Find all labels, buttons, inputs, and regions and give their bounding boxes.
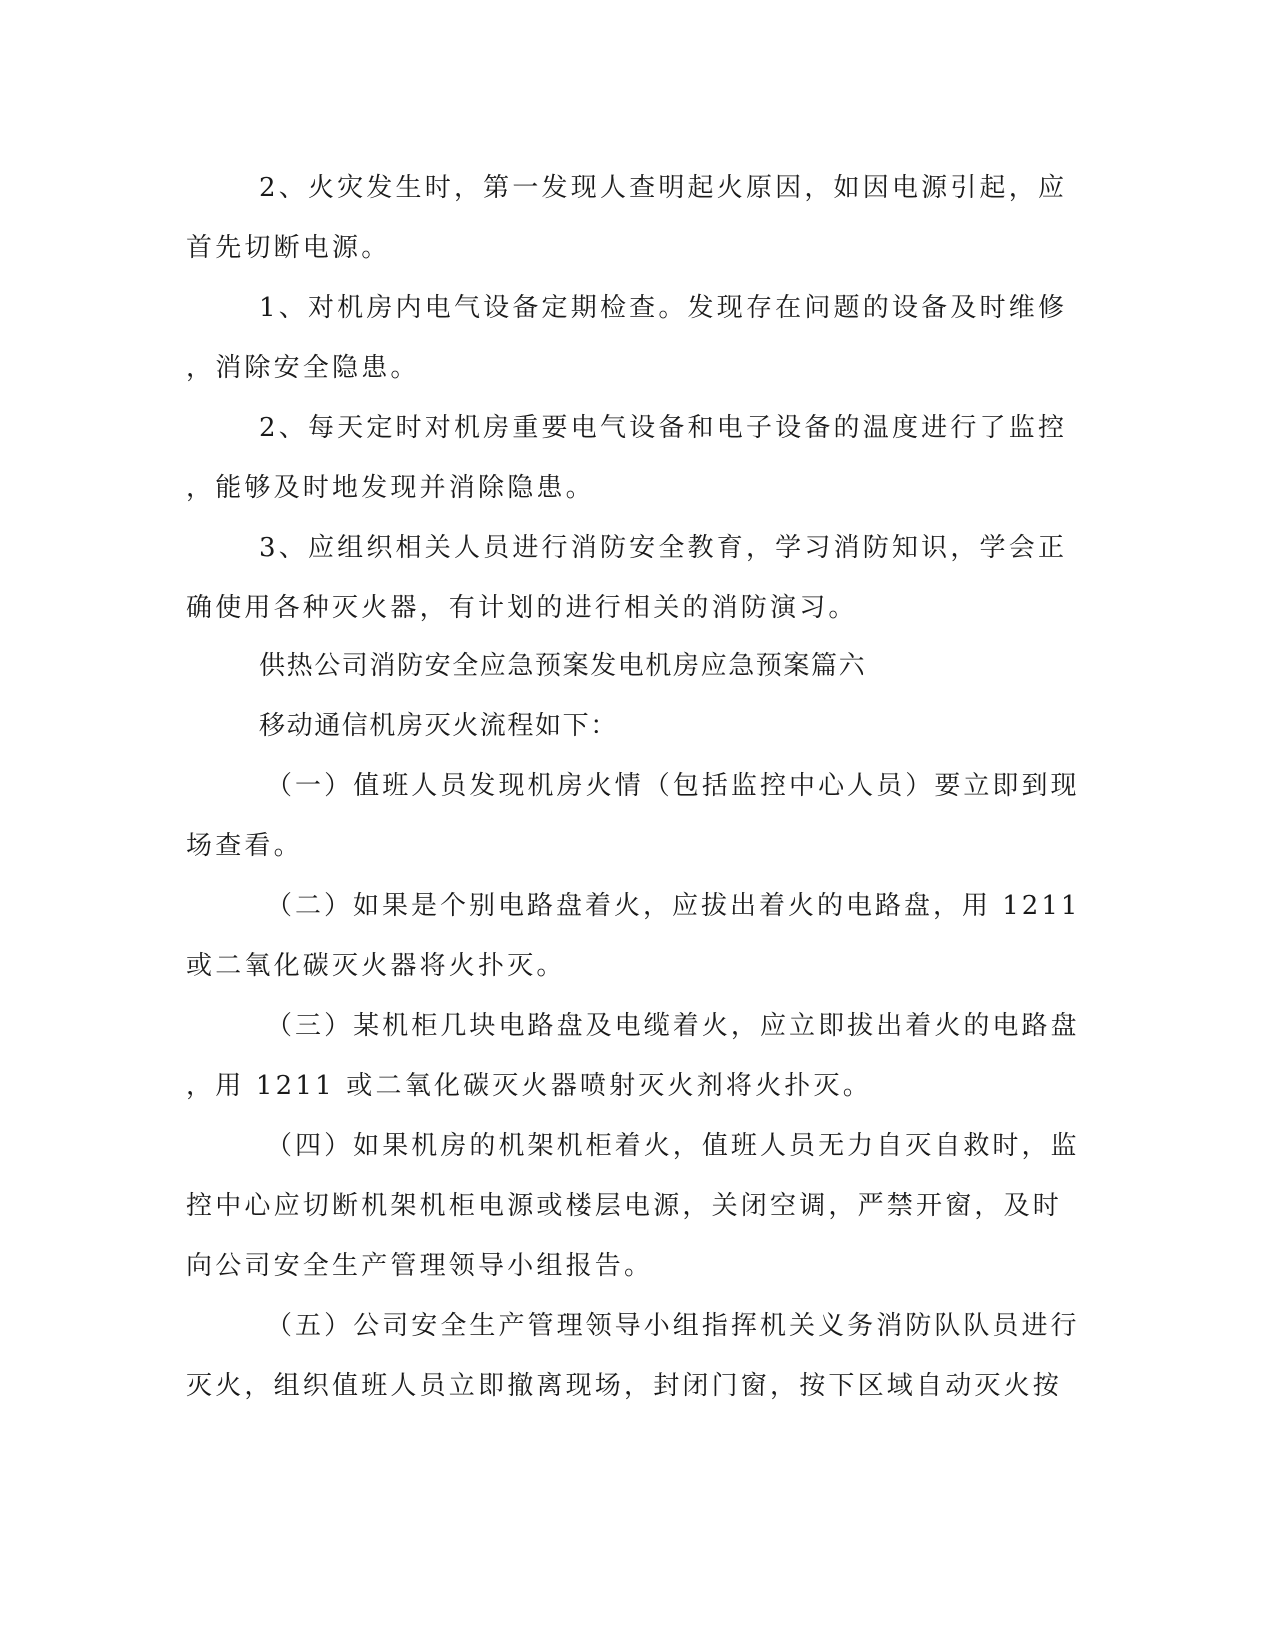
text-line: （一）值班人员发现机房火情（包括监控中心人员）要立即到现 (266, 771, 1080, 801)
text-line: 场查看。 (186, 831, 303, 861)
text-line: 首先切断电源。 (186, 233, 391, 263)
text-line: ，消除安全隐患。 (186, 353, 420, 383)
text-line: 1、对机房内电气设备定期检查。发现存在问题的设备及时维修 (259, 293, 1068, 323)
text-line: （五）公司安全生产管理领导小组指挥机关义务消防队队员进行 (266, 1311, 1080, 1341)
text-line: 2、每天定时对机房重要电气设备和电子设备的温度进行了监控 (259, 413, 1068, 443)
text-line: 2、火灾发生时，第一发现人查明起火原因，如因电源引起，应 (259, 173, 1068, 203)
text-line: （二）如果是个别电路盘着火，应拔出着火的电路盘，用 1211 (266, 891, 1081, 921)
text-line: ，能够及时地发现并消除隐患。 (186, 473, 595, 503)
text-line: 控中心应切断机架机柜电源或楼层电源，关闭空调，严禁开窗，及时 (186, 1191, 1063, 1221)
text-line: （四）如果机房的机架机柜着火，值班人员无力自灭自救时，监 (266, 1131, 1080, 1161)
text-line: 或二氧化碳灭火器将火扑灭。 (186, 951, 566, 981)
text-line: ，用 1211 或二氧化碳灭火器喷射灭火剂将火扑灭。 (186, 1071, 872, 1101)
text-line: 确使用各种灭火器，有计划的进行相关的消防演习。 (186, 593, 858, 623)
text-line: 3、应组织相关人员进行消防安全教育，学习消防知识，学会正 (259, 533, 1068, 563)
section-heading: 供热公司消防安全应急预案发电机房应急预案篇六 (259, 651, 867, 681)
text-line: 灭火，组织值班人员立即撤离现场，封闭门窗，按下区域自动灭火按 (186, 1371, 1063, 1401)
text-line: （三）某机柜几块电路盘及电缆着火，应立即拔出着火的电路盘 (266, 1011, 1080, 1041)
text-line: 移动通信机房灭火流程如下： (259, 711, 618, 741)
text-line: 向公司安全生产管理领导小组报告。 (186, 1251, 654, 1281)
